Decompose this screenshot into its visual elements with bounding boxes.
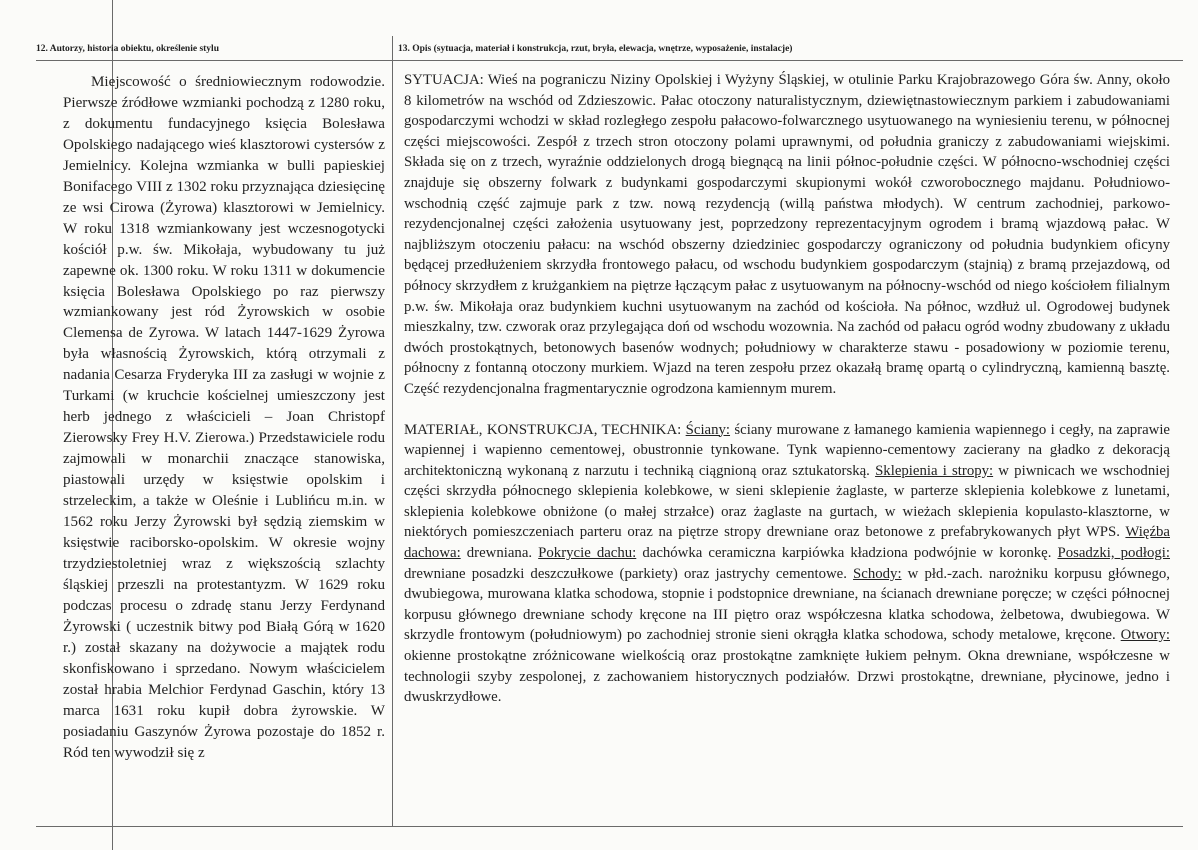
header-rule-left [36,60,392,61]
right-column-header: 13. Opis (sytuacja, materiał i konstrukcja, rzut, bryła, elewacja, wnętrze, wyposażenie, instalacje) [398,44,793,54]
header-rule-right [393,60,1183,61]
roofing-text: dachówka ceramiczna karpiówka kładziona podwójnie w koronkę. [636,545,1058,562]
walls-label: Ściany: [685,421,731,438]
vaults-label: Sklepienia i stropy: [875,462,994,479]
situation-paragraph: SYTUACJA: Wieś na pograniczu Niziny Opolskiej i Wyżyny Śląskiej, w otulinie Parku Krajobrazowego Góra św. Anny, około 8 kilometrów na wschód od Zdzieszowic. Pałac otoczony naturalistycznym, dziewiętnastowiecznym parkiem i zabudowaniami gospodarczymi wchodzi w skład rozległego zespołu pałacowo-folwarcznego usytuowanego na wyniesieniu terenu, w północnej części miejscowości. Zespół z trzech stron otoczony polami uprawnymi, od południa graniczy z zabudowaniami wiejskimi. Składa się on z trzech, wyraźnie oddzielonych drogą biegnącą na linii północ-południe części. W północno-wschodniej części znajduje się obszerny folwark z budynkami gospodarczymi skupionymi wokół czworobocznego majdanu. Południowo-wschodnią część zajmuje park z tzw. nową rezydencją (willą państwa młodych). W centrum zachodniej, parkowo-rezydencjonalnej części założenia usytuowany jest, poprzedzony reprezentacyjnym ogrodem i bramą wjazdową pałac. W najbliższym otoczeniu pałacu: na wschód obszerny dziedziniec gospodarczy ograniczony od południa budynkiem oficyny będącej przedłużeniem skrzydła frontowego pałacu, od wschodu budynkiem gospodarczym (stajnią) z bramą przejazdową, od północy skrzydłem z krużgankiem na piętrze łączącym pałac z usytuowanym na północny-wschód od niego kościołem filialnym p.w. św. Mikołaja oraz budynkiem kuchni usytuowanym na zachód od kościoła. Na północ, wzdłuż ul. Ogrodowej budynek mieszkalny, tzw. czworak oraz przylegająca doń od wschodu wozownia. Na zachód od pałacu ogród wodny zbudowany z układu dwóch prostokątnych, betonowych basenów wodnych; południowy w charakterze stawu - posadowiony w poziomie terenu, północny z fontanną otoczony murkiem. Wjazd na teren zespołu przez okazałą bramę opartą o cylindryczną, kamienną basztę. Część rezydencjonalna fragmentarycznie ogrodzona kamiennym murem. [404,72,1170,397]
roof-truss-label: Więźba dachowa: [404,524,1170,562]
openings-label: Otwory: [1120,627,1170,644]
stairs-text: w płd.-zach. narożniku korpusu głównego, dwubiegowa, murowana klatka schodowa, stopnie i podstopnice drewniane, na ścianach drewniane poręcze; w części północnej korpusu głównego drewniane schody kręcone na III piętro oraz współczesna klatka schodowa, żelbetowa, dwubiegowa. W skrzydle frontowym (południowym) po zachodniej stronie sieni okrągła klatka schodowa, schody metalowe, kręcone. [404,565,1170,644]
floors-text: drewniane posadzki deszczułkowe (parkiety) oraz jastrychy cementowe. [404,565,854,582]
history-column [63,72,385,763]
bottom-rule [36,826,1183,827]
openings-text: okienne prostokątne zróżnicowane wielkością oraz prostokątne zamknięte łukiem pełnym. Okna drewniane, współczesne w technologii szyby zespolonej, z zachowaniem historycznych podziałów. Drzwi prostokątne, drewniane, płycinowe, jedno i dwuskrzydłowe. [404,648,1170,706]
roofing-label: Pokrycie dachu: [538,545,637,562]
roof-truss-text: drewniana. [460,545,539,562]
vaults-text: w piwnicach we wschodniej części skrzydła północnego sklepienia kolebkowe, w sieni sklepienie żaglaste, w parterze sklepienia kolebkowe z lunetami, sklepienia kolebkowe obniżone (o małej strzałce) oraz żaglaste na gurtach, w wieżach sklepienia kopulasto-klasztorne, w niektórych pomieszczeniach parteru oraz na piętrze stropy drewniane oraz betonowe z prefabrykowanych płyt WPS. [404,462,1171,541]
stairs-label: Schody: [853,565,902,582]
description-column [404,70,1170,708]
left-column-header: 12. Autorzy, historia obiektu, określenie stylu [36,44,219,54]
floors-label: Posadzki, podłogi: [1057,545,1170,562]
walls-text: ściany murowane z łamanego kamienia wapiennego i cegły, na zaprawie wapiennej i wapienno cementowej, obustronnie tynkowane. Tynk wapienno-cementowy zacierany na gładko z dekoracją architektoniczną wykonaną z narzutu i techniką ciągnioną oraz sztukatorską. [404,421,1170,479]
column-divider-line [392,36,393,826]
history-text: Miejscowość o średniowiecznym rodowodzie. Pierwsze źródłowe wzmianki pochodzą z 1280 roku, z dokumentu fundacyjnego księcia Bolesława Opolskiego nadającego wieś klasztorowi cystersów z Jemielnicy. Kolejna wzmianka w bulli papieskiej Bonifacego VIII z 1302 roku przyznająca dziesięcinę ze wsi Cirowa (Żyrowa) klasztorowi w Jemielnicy. W roku 1318 wzmiankowany jest wczesnogotycki kościół p.w. św. Mikołaja, wybudowany tu już zapewne ok. 1300 roku. W roku 1311 w dokumencie księcia Bolesława Opolskiego po raz pierwszy wzmiankowany jest ród Żyrowskich w osobie Clemensa de Zyrowa. W latach 1447-1629 Żyrowa była własnością Żyrowskich, którą otrzymali z nadania Cesarza Fryderyka III za zasługi w wojnie z Turkami (w kruchcie kościelnej umieszczony jest herb jednego z właścicieli – Joan Christopf Zierowsky Frey H.V. Zierowa.) Przedstawiciele rodu zajmowali w monarchii znaczące stanowiska, piastowali urzędy w księstwie opolskim i strzeleckim, a także w Oleśnie i Lublińcu m.in. w 1562 roku Jerzy Żyrowski był sędzią ziemskim w księstwie raciborsko-opolskim. W okresie wojny trzydziestoletniej wraz z większością szlachty śląskiej przeszli na protestantyzm. W 1629 roku podczas procesu o zdradę stanu Jerzy Ferdynand Żyrowski ( uczestnik bitwy pod Białą Górą w 1620 r.) został skazany na dożywocie a majątek rodu skonfiskowano i sprzedano. Nowym właścicielem został hrabia Melchior Ferdynad Gaschin, który 13 marca 1631 roku kupił dobra żyrowskie. W posiadaniu Gaszynów Żyrowa pozostaje do 1852 r. Ród ten wywodził się z [63,74,385,761]
material-heading: MATERIAŁ, KONSTRUKCJA, TECHNIKA: [404,421,686,438]
material-paragraph [404,420,1170,708]
